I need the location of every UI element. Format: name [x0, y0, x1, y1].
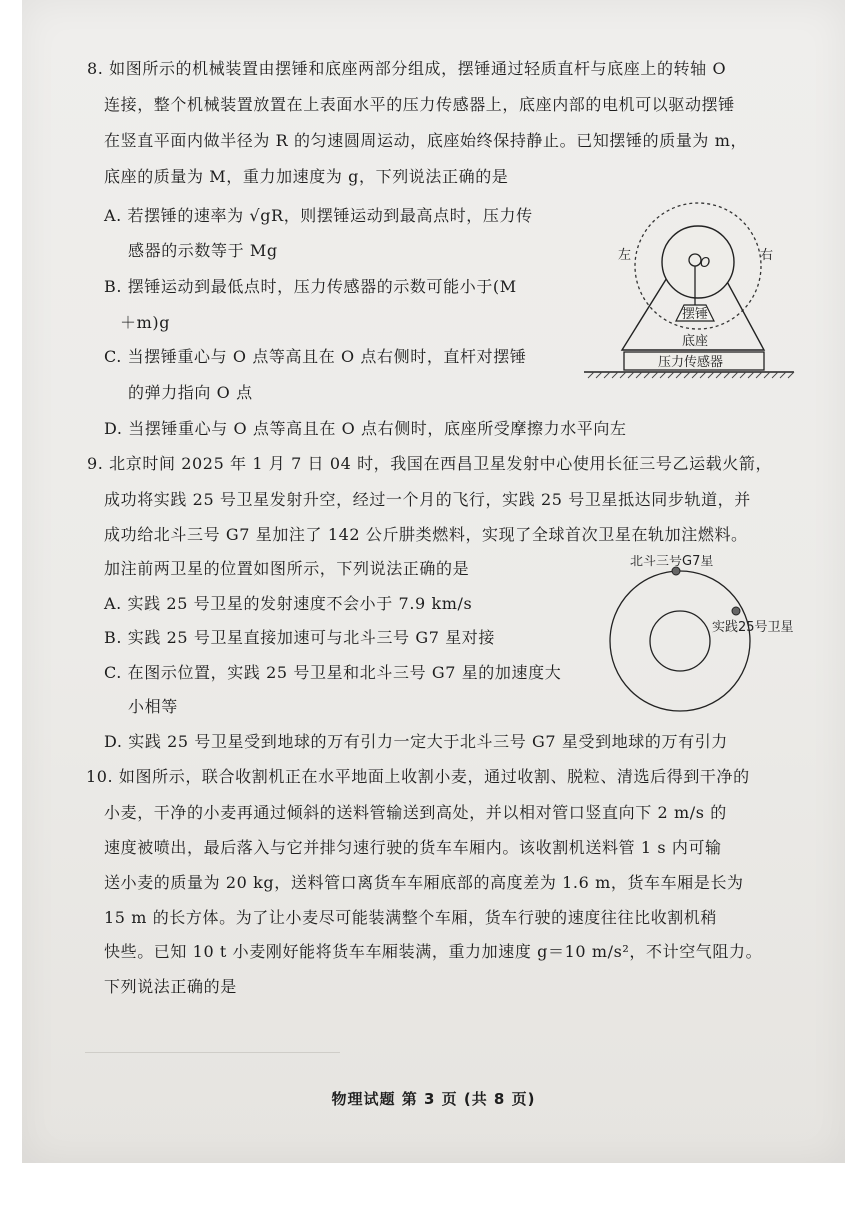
- q8-option-a: A. 若摆锤的速率为 √gR，则摆锤运动到最高点时，压力传: [104, 206, 533, 225]
- q10-stem-line-4: 送小麦的质量为 20 kg，送料管口离货车车厢底部的高度差为 1.6 m，货车车厢是长为: [104, 873, 744, 892]
- beidou-g7-label: 北斗三号G7星: [630, 555, 714, 569]
- bleed-through-line: [85, 1052, 340, 1053]
- q8-option-c-cont: 的弹力指向 O 点: [128, 383, 253, 402]
- q9-stem-line-1: 9. 北京时间 2025 年 1 月 7 日 04 时，我国在西昌卫星发射中心使用长征三号乙运载火箭，: [87, 454, 773, 473]
- pendulum-label: 摆锤: [682, 307, 709, 322]
- q9-option-c-cont: 小相等: [128, 697, 178, 716]
- q9-stem-line-3: 成功给北斗三号 G7 星加注了 142 公斤肼类燃料，实现了全球首次卫星在轨加注燃料。: [104, 525, 748, 544]
- q9-option-b: B. 实践 25 号卫星直接加速可与北斗三号 G7 星对接: [104, 628, 495, 647]
- q9-stem-line-4: 加注前两卫星的位置如图所示，下列说法正确的是: [104, 559, 470, 578]
- orbit-circle: [610, 571, 750, 711]
- q8-option-b: B. 摆锤运动到最低点时，压力传感器的示数可能小于(M: [104, 277, 517, 296]
- q9-stem-line-2: 成功将实践 25 号卫星发射升空，经过一个月的飞行，实践 25 号卫星抵达同步轨道，并: [104, 490, 751, 509]
- q10-stem-line-2: 小麦，干净的小麦再通过倾斜的送料管输送到高处，并以相对管口竖直向下 2 m/s 的: [104, 803, 727, 822]
- sensor-label: 压力传感器: [658, 355, 724, 370]
- q8-pendulum-figure: [580, 190, 800, 385]
- q8-option-b-cont: ＋m)g: [120, 313, 171, 332]
- shijian-25-satellite: [732, 607, 740, 615]
- pendulum-disc: [662, 226, 734, 298]
- shijian-25-label: 实践25号卫星: [712, 620, 794, 635]
- q8-stem-line-4: 底座的质量为 M，重力加速度为 g，下列说法正确的是: [104, 167, 509, 186]
- q9-option-c: C. 在图示位置，实践 25 号卫星和北斗三号 G7 星的加速度大: [104, 663, 562, 682]
- q8-option-c: C. 当摆锤重心与 O 点等高且在 O 点右侧时，直杆对摆锤: [104, 347, 527, 366]
- q8-stem-line-2: 连接，整个机械装置放置在上表面水平的压力传感器上，底座内部的电机可以驱动摆锤: [104, 95, 735, 114]
- page-footer: 物理试题 第 3 页 (共 8 页): [331, 1090, 536, 1108]
- q8-stem-line-1: 8. 如图所示的机械装置由摆锤和底座两部分组成，摆锤通过轻质直杆与底座上的转轴 O: [87, 59, 727, 78]
- q8-option-a-cont: 感器的示数等于 Mg: [128, 241, 278, 260]
- right-label: 右: [760, 248, 774, 263]
- q8-option-d: D. 当摆锤重心与 O 点等高且在 O 点右侧时，底座所受摩擦力水平向左: [104, 419, 627, 438]
- q10-stem-line-6: 快些。已知 10 t 小麦刚好能将货车车厢装满，重力加速度 g＝10 m/s²，不计空气阻力。: [104, 942, 763, 961]
- q9-orbit-figure: [600, 555, 830, 735]
- q10-stem-line-5: 15 m 的长方体。为了让小麦尽可能装满整个车厢，货车行驶的速度往往比收割机稍: [104, 908, 718, 927]
- q10-stem-line-7: 下列说法正确的是: [104, 977, 237, 996]
- q10-stem-line-3: 速度被喷出，最后落入与它并排匀速行驶的货车车厢内。该收割机送料管 1 s 内可输: [104, 838, 722, 857]
- left-label: 左: [618, 248, 632, 263]
- axis-label: O: [700, 256, 711, 271]
- q8-stem-line-3: 在竖直平面内做半径为 R 的匀速圆周运动，底座始终保持静止。已知摆锤的质量为 m，: [104, 131, 748, 150]
- q10-stem-line-1: 10. 如图所示，联合收割机正在水平地面上收割小麦，通过收割、脱粒、清选后得到干净的: [86, 767, 750, 786]
- q9-option-a: A. 实践 25 号卫星的发射速度不会小于 7.9 km/s: [104, 594, 473, 613]
- ground-hatching: [588, 372, 794, 378]
- earth-circle: [650, 611, 710, 671]
- q9-option-d: D. 实践 25 号卫星受到地球的万有引力一定大于北斗三号 G7 星受到地球的万有引力: [104, 732, 728, 751]
- base-label: 底座: [682, 334, 709, 349]
